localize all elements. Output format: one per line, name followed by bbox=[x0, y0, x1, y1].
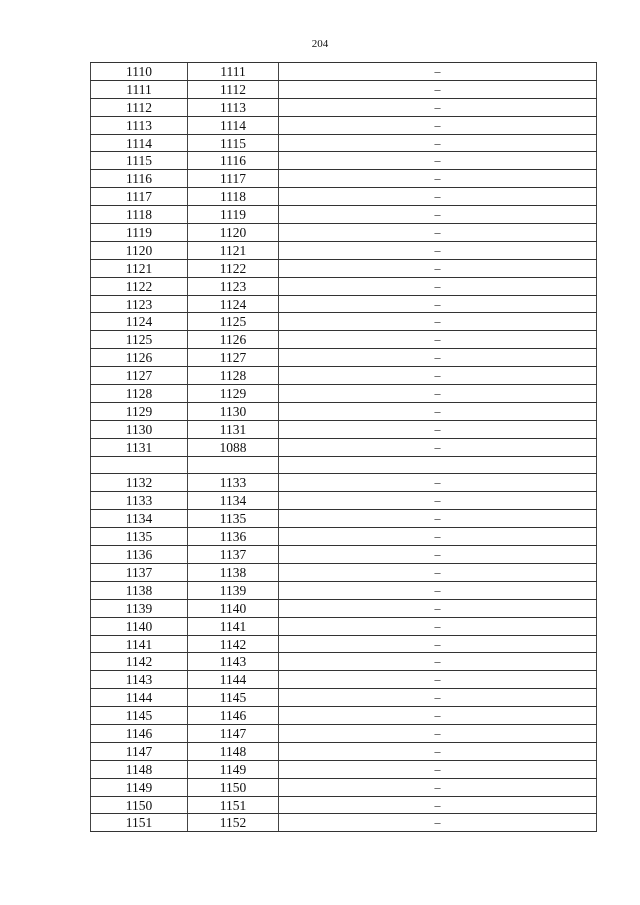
table-row bbox=[90, 797, 597, 815]
data-table bbox=[90, 62, 597, 832]
table-row bbox=[90, 296, 597, 314]
value-cell: – bbox=[278, 814, 597, 831]
value-cell: – bbox=[278, 474, 597, 491]
value-cell: – bbox=[278, 743, 597, 760]
from-cell: 1115 bbox=[90, 152, 187, 169]
from-cell: 1129 bbox=[90, 403, 187, 420]
to-cell: 1129 bbox=[187, 385, 278, 402]
from-cell: 1133 bbox=[90, 492, 187, 509]
from-cell: 1134 bbox=[90, 510, 187, 527]
value-cell: – bbox=[278, 296, 597, 313]
value-cell: – bbox=[278, 779, 597, 796]
to-cell: 1116 bbox=[187, 152, 278, 169]
table-row bbox=[90, 331, 597, 349]
to-cell: 1136 bbox=[187, 528, 278, 545]
value-cell: – bbox=[278, 170, 597, 187]
from-cell: 1149 bbox=[90, 779, 187, 796]
table-row bbox=[90, 403, 597, 421]
value-cell: – bbox=[278, 135, 597, 152]
to-cell: 1151 bbox=[187, 797, 278, 814]
value-cell: – bbox=[278, 725, 597, 742]
from-cell: 1116 bbox=[90, 170, 187, 187]
table-row bbox=[90, 99, 597, 117]
to-cell: 1143 bbox=[187, 653, 278, 670]
value-cell: – bbox=[278, 367, 597, 384]
to-cell: 1140 bbox=[187, 600, 278, 617]
from-cell: 1151 bbox=[90, 814, 187, 831]
table-row bbox=[90, 260, 597, 278]
from-cell: 1128 bbox=[90, 385, 187, 402]
value-cell: – bbox=[278, 331, 597, 348]
table-row bbox=[90, 81, 597, 99]
from-cell: 1110 bbox=[90, 63, 187, 80]
table-row bbox=[90, 439, 597, 457]
to-cell: 1137 bbox=[187, 546, 278, 563]
to-cell: 1139 bbox=[187, 582, 278, 599]
to-cell: 1131 bbox=[187, 421, 278, 438]
to-cell: 1122 bbox=[187, 260, 278, 277]
to-cell: 1114 bbox=[187, 117, 278, 134]
value-cell: – bbox=[278, 510, 597, 527]
to-cell: 1145 bbox=[187, 689, 278, 706]
from-cell: 1122 bbox=[90, 278, 187, 295]
from-cell: 1125 bbox=[90, 331, 187, 348]
to-cell: 1119 bbox=[187, 206, 278, 223]
from-cell: 1145 bbox=[90, 707, 187, 724]
to-cell: 1112 bbox=[187, 81, 278, 98]
to-cell: 1113 bbox=[187, 99, 278, 116]
from-cell: 1132 bbox=[90, 474, 187, 491]
value-cell: – bbox=[278, 546, 597, 563]
to-cell: 1115 bbox=[187, 135, 278, 152]
value-cell: – bbox=[278, 117, 597, 134]
from-cell: 1121 bbox=[90, 260, 187, 277]
value-cell: – bbox=[278, 797, 597, 814]
from-cell: 1131 bbox=[90, 439, 187, 456]
value-cell: – bbox=[278, 653, 597, 670]
table-row bbox=[90, 135, 597, 153]
page-number: 204 bbox=[311, 38, 329, 50]
table-row bbox=[90, 528, 597, 546]
from-cell: 1138 bbox=[90, 582, 187, 599]
to-cell: 1130 bbox=[187, 403, 278, 420]
value-cell: – bbox=[278, 689, 597, 706]
from-cell: 1112 bbox=[90, 99, 187, 116]
table-row bbox=[90, 313, 597, 331]
from-cell: 1136 bbox=[90, 546, 187, 563]
table-row bbox=[90, 510, 597, 528]
table-row bbox=[90, 421, 597, 439]
value-cell: – bbox=[278, 671, 597, 688]
table-row bbox=[90, 206, 597, 224]
table-row bbox=[90, 546, 597, 564]
table-row bbox=[90, 224, 597, 242]
table-row bbox=[90, 152, 597, 170]
table-row bbox=[90, 636, 597, 654]
value-cell: – bbox=[278, 582, 597, 599]
table-row bbox=[90, 618, 597, 636]
value-cell: – bbox=[278, 313, 597, 330]
to-cell bbox=[187, 457, 278, 474]
from-cell: 1146 bbox=[90, 725, 187, 742]
from-cell: 1113 bbox=[90, 117, 187, 134]
from-cell: 1114 bbox=[90, 135, 187, 152]
table-row bbox=[90, 725, 597, 743]
table-row bbox=[90, 385, 597, 403]
table-row bbox=[90, 761, 597, 779]
table-row bbox=[90, 707, 597, 725]
to-cell: 1125 bbox=[187, 313, 278, 330]
table-row bbox=[90, 564, 597, 582]
from-cell: 1139 bbox=[90, 600, 187, 617]
to-cell: 1088 bbox=[187, 439, 278, 456]
table-row bbox=[90, 671, 597, 689]
to-cell: 1146 bbox=[187, 707, 278, 724]
from-cell: 1111 bbox=[90, 81, 187, 98]
to-cell: 1148 bbox=[187, 743, 278, 760]
to-cell: 1126 bbox=[187, 331, 278, 348]
value-cell: – bbox=[278, 278, 597, 295]
to-cell: 1118 bbox=[187, 188, 278, 205]
value-cell bbox=[278, 457, 597, 474]
to-cell: 1117 bbox=[187, 170, 278, 187]
to-cell: 1127 bbox=[187, 349, 278, 366]
to-cell: 1141 bbox=[187, 618, 278, 635]
to-cell: 1135 bbox=[187, 510, 278, 527]
table-row bbox=[90, 814, 597, 832]
from-cell: 1126 bbox=[90, 349, 187, 366]
value-cell: – bbox=[278, 439, 597, 456]
table-row bbox=[90, 63, 597, 81]
value-cell: – bbox=[278, 260, 597, 277]
value-cell: – bbox=[278, 403, 597, 420]
to-cell: 1134 bbox=[187, 492, 278, 509]
from-cell: 1141 bbox=[90, 636, 187, 653]
from-cell: 1137 bbox=[90, 564, 187, 581]
value-cell: – bbox=[278, 385, 597, 402]
value-cell: – bbox=[278, 421, 597, 438]
value-cell: – bbox=[278, 492, 597, 509]
from-cell: 1142 bbox=[90, 653, 187, 670]
to-cell: 1149 bbox=[187, 761, 278, 778]
value-cell: – bbox=[278, 63, 597, 80]
table-row bbox=[90, 689, 597, 707]
table-row bbox=[90, 367, 597, 385]
table-row bbox=[90, 743, 597, 761]
value-cell: – bbox=[278, 528, 597, 545]
from-cell: 1123 bbox=[90, 296, 187, 313]
value-cell: – bbox=[278, 349, 597, 366]
value-cell: – bbox=[278, 564, 597, 581]
value-cell: – bbox=[278, 224, 597, 241]
table-row bbox=[90, 170, 597, 188]
table-row bbox=[90, 492, 597, 510]
from-cell: 1144 bbox=[90, 689, 187, 706]
value-cell: – bbox=[278, 99, 597, 116]
from-cell: 1120 bbox=[90, 242, 187, 259]
to-cell: 1142 bbox=[187, 636, 278, 653]
value-cell: – bbox=[278, 81, 597, 98]
from-cell: 1150 bbox=[90, 797, 187, 814]
table-row bbox=[90, 457, 597, 475]
table-row bbox=[90, 582, 597, 600]
from-cell: 1147 bbox=[90, 743, 187, 760]
value-cell: – bbox=[278, 618, 597, 635]
to-cell: 1144 bbox=[187, 671, 278, 688]
table-row bbox=[90, 278, 597, 296]
from-cell: 1127 bbox=[90, 367, 187, 384]
to-cell: 1123 bbox=[187, 278, 278, 295]
value-cell: – bbox=[278, 600, 597, 617]
to-cell: 1128 bbox=[187, 367, 278, 384]
value-cell: – bbox=[278, 206, 597, 223]
table-row bbox=[90, 779, 597, 797]
table-row bbox=[90, 600, 597, 618]
value-cell: – bbox=[278, 636, 597, 653]
value-cell: – bbox=[278, 152, 597, 169]
to-cell: 1138 bbox=[187, 564, 278, 581]
value-cell: – bbox=[278, 188, 597, 205]
value-cell: – bbox=[278, 242, 597, 259]
value-cell: – bbox=[278, 707, 597, 724]
from-cell: 1135 bbox=[90, 528, 187, 545]
from-cell: 1117 bbox=[90, 188, 187, 205]
to-cell: 1120 bbox=[187, 224, 278, 241]
table-row bbox=[90, 117, 597, 135]
value-cell: – bbox=[278, 761, 597, 778]
table-row bbox=[90, 242, 597, 260]
to-cell: 1147 bbox=[187, 725, 278, 742]
from-cell: 1148 bbox=[90, 761, 187, 778]
from-cell bbox=[90, 457, 187, 474]
to-cell: 1121 bbox=[187, 242, 278, 259]
table-row bbox=[90, 653, 597, 671]
to-cell: 1111 bbox=[187, 63, 278, 80]
to-cell: 1133 bbox=[187, 474, 278, 491]
from-cell: 1124 bbox=[90, 313, 187, 330]
to-cell: 1124 bbox=[187, 296, 278, 313]
from-cell: 1119 bbox=[90, 224, 187, 241]
to-cell: 1150 bbox=[187, 779, 278, 796]
from-cell: 1143 bbox=[90, 671, 187, 688]
table-row bbox=[90, 188, 597, 206]
table-row bbox=[90, 349, 597, 367]
from-cell: 1140 bbox=[90, 618, 187, 635]
to-cell: 1152 bbox=[187, 814, 278, 831]
from-cell: 1118 bbox=[90, 206, 187, 223]
from-cell: 1130 bbox=[90, 421, 187, 438]
table-row bbox=[90, 474, 597, 492]
